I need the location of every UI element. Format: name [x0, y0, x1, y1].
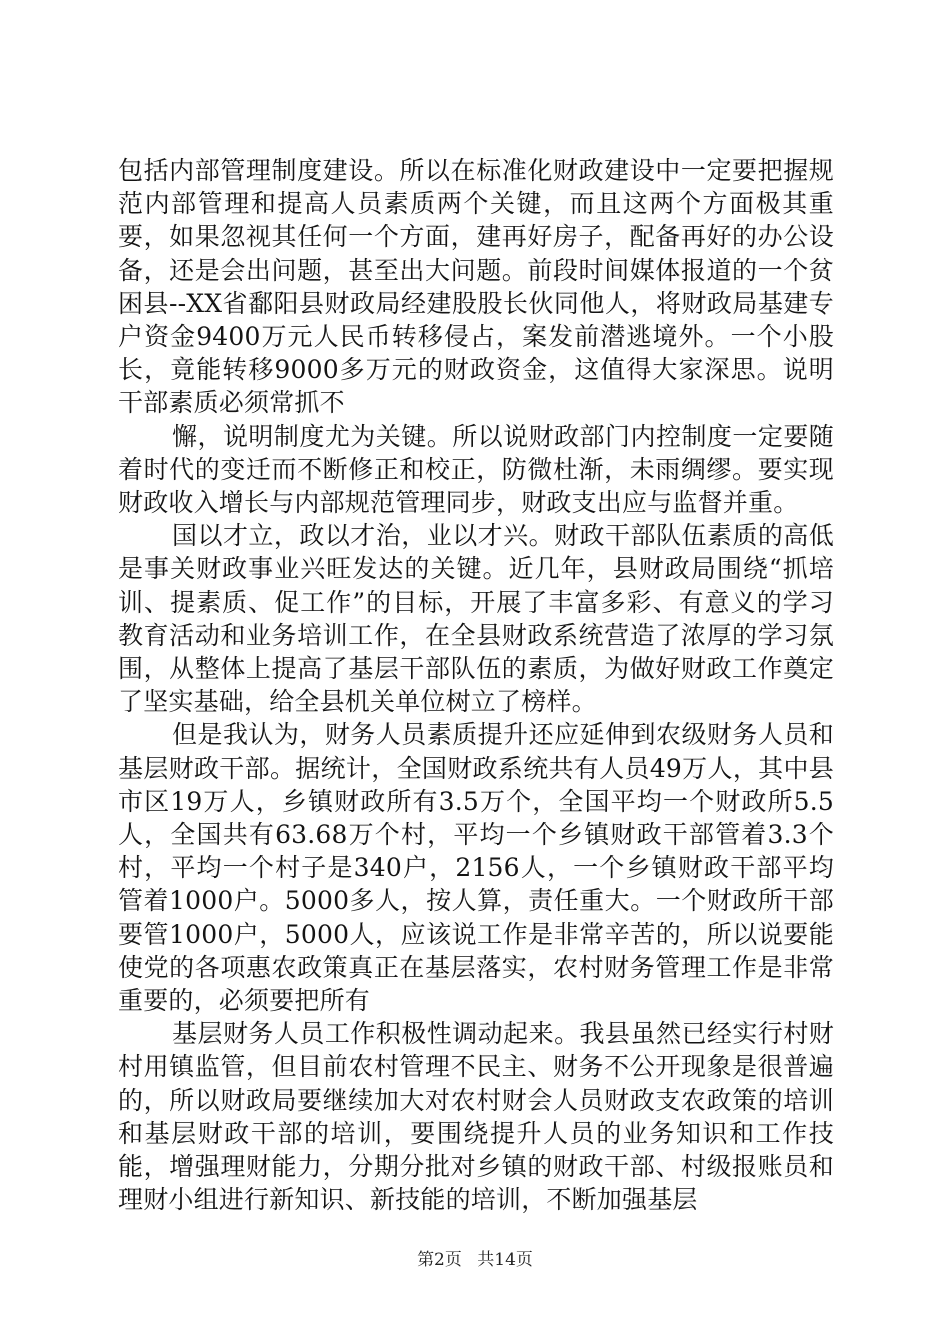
page-number: 第2页: [417, 1250, 462, 1270]
page-total: 共14页: [477, 1250, 533, 1270]
paragraph-4: 但是我认为，财务人员素质提升还应延伸到农级财务人员和基层财政干部。据统计，全国财政系统共有人员49万人，其中县市区19万人，乡镇财政所有3.5万个，全国平均一个财政所5.5人，全国共有63.68万个村，平均一个乡镇财政干部管着3.3个村，平均一个村子是340户，2156人，一个乡镇财政干部平均管着1000户。5000多人，按人算，责任重大。一个财政所干部要管1000户，5000人，应该说工作是非常辛苦的，所以说要能使党的各项惠农政策真正在基层落实，农村财务管理工作是非常重要的，必须要把所有: [118, 720, 834, 1016]
page-footer: [0, 1245, 950, 1270]
paragraph-5: 基层财务人员工作积极性调动起来。我县虽然已经实行村财村用镇监管，但目前农村管理不民主、财务不公开现象是很普遍的，所以财政局要继续加大对农村财会人员财政支农政策的培训和基层财政干部的培训，要围绕提升人员的业务知识和工作技能，增强理财能力，分期分批对乡镇的财政干部、村级报账员和理财小组进行新知识、新技能的培训，不断加强基层: [118, 1019, 834, 1215]
paragraph-2: 懈，说明制度尤为关键。所以说财政部门内控制度一定要随着时代的变迁而不断修正和校正，防微杜渐，未雨绸缪。要实现财政收入增长与内部规范管理同步，财政支出应与监督并重。: [118, 421, 834, 518]
paragraph-1: 包括内部管理制度建设。所以在标准化财政建设中一定要把握规范内部管理和提高人员素质两个关键，而且这两个方面极其重要，如果忽视其任何一个方面，建再好房子，配备再好的办公设备，还是会出问题，甚至出大问题。前段时间媒体报道的一个贫困县--XX省鄱阳县财政局经建股股长伙同他人，将财政局基建专户资金9400万元人民币转移侵占，案发前潜逃境外。一个小股长，竟能转移9000多万元的财政资金，这值得大家深思。说明干部素质必须常抓不: [118, 156, 834, 418]
paragraph-3: 国以才立，政以才治，业以才兴。财政干部队伍素质的高低是事关财政事业兴旺发达的关键。近几年，县财政局围绕“抓培训、提素质、促工作”的目标，开展了丰富多彩、有意义的学习教育活动和业务培训工作，在全县财政系统营造了浓厚的学习氛围，从整体上提高了基层干部队伍的素质，为做好财政工作奠定了坚实基础，给全县机关单位树立了榜样。: [118, 521, 834, 717]
document-body: [118, 154, 834, 1217]
